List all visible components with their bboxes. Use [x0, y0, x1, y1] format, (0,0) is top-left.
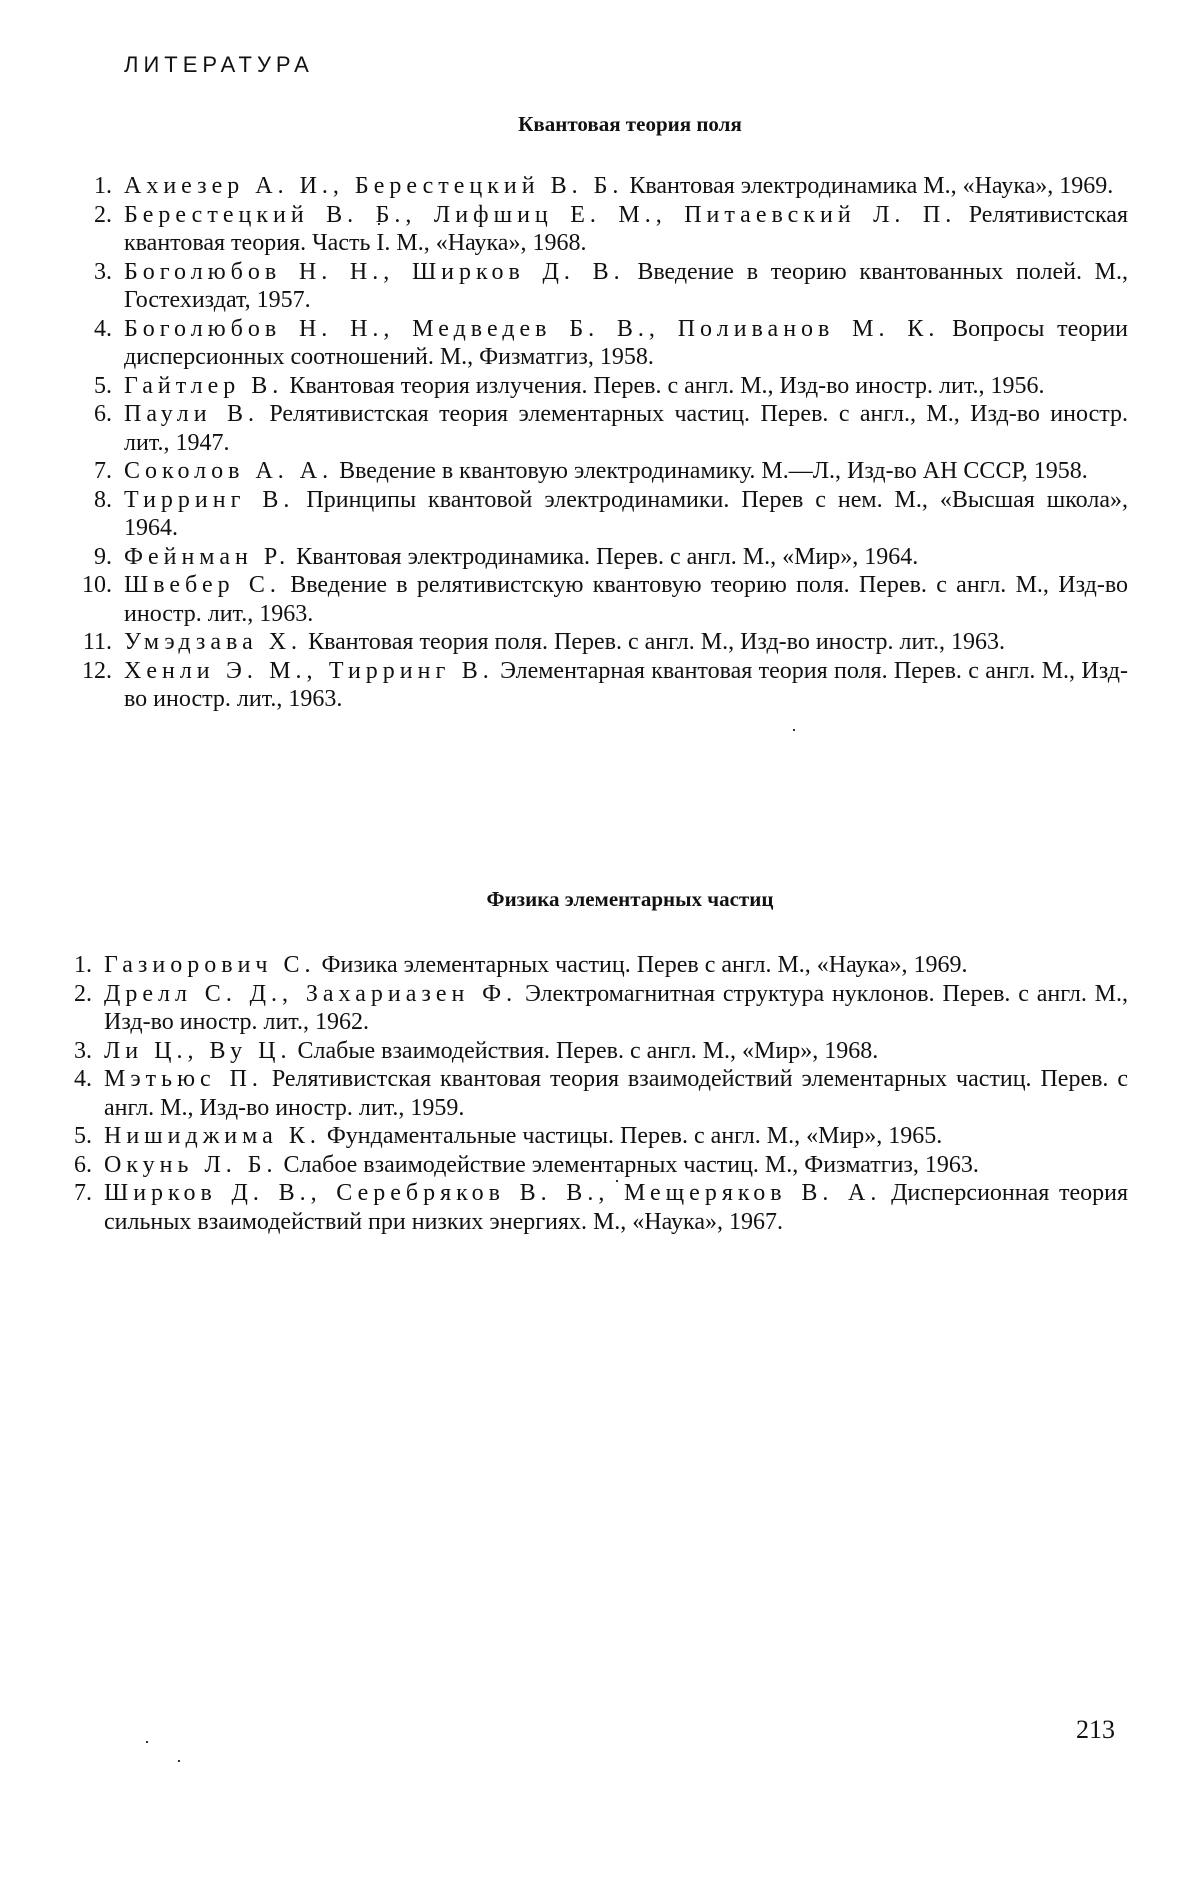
- reference-text: Принципы квантовой электродинамики. Перев с нем. М., «Высшая школа», 1964.: [124, 487, 1128, 542]
- reference-item: [0, 400, 1128, 457]
- reference-authors: Дрелл С. Д., Захариазен Ф.: [104, 981, 517, 1007]
- reference-authors: Тирринг В.: [124, 487, 294, 513]
- book-page: [0, 0, 1200, 1889]
- reference-number: 4.: [44, 1065, 92, 1094]
- reference-text: Введение в теорию квантованных полей. М., Гостехиздат, 1957.: [124, 259, 1128, 314]
- reference-item: [0, 1122, 1128, 1151]
- reference-authors: Берестецкий В. Б., Лифшиц Е. М., Питаевский Л. П.: [124, 202, 956, 228]
- reference-authors: Ли Ц., Ву Ц.: [104, 1038, 291, 1064]
- reference-authors: Боголюбов Н. Н., Медведев Б. В., Поливанов М. К.: [124, 316, 939, 342]
- reference-text: Релятивистская теория элементарных частиц. Перев. с англ., М., Изд-во иностр. лит., 1947.: [124, 401, 1128, 456]
- scan-speck: [178, 1760, 180, 1762]
- page-header: ЛИТЕРАТУРА: [124, 52, 314, 78]
- scan-speck: [146, 1741, 148, 1743]
- reference-text: Слабые взаимодействия. Перев. с англ. М., «Мир», 1968.: [297, 1038, 878, 1064]
- reference-text: Фундаментальные частицы. Перев. с англ. М., «Мир», 1965.: [327, 1123, 942, 1149]
- page-number: 213: [1076, 1715, 1115, 1745]
- reference-item: [0, 172, 1128, 201]
- reference-authors: Мэтьюс П.: [104, 1066, 263, 1092]
- reference-number: 6.: [44, 1151, 92, 1180]
- reference-text: Введение в релятивистскую квантовую теорию поля. Перев. с англ. М., Изд-во иностр. лит., 1963.: [124, 572, 1128, 627]
- reference-authors: Паули В.: [124, 401, 259, 427]
- reference-list-elementary-particles: [0, 951, 1200, 1236]
- reference-number: 6.: [60, 400, 112, 429]
- reference-text: Квантовая теория поля. Перев. с англ. М., Изд-во иностр. лит., 1963.: [308, 629, 1005, 655]
- reference-text: Элементарная квантовая теория поля. Перев. с англ. М., Изд-во иностр. лит., 1963.: [124, 658, 1128, 713]
- reference-text: Квантовая электродинамика М., «Наука», 1969.: [629, 173, 1113, 199]
- reference-number: 7.: [60, 457, 112, 486]
- reference-number: 10.: [60, 571, 112, 600]
- reference-authors: Гайтлер В.: [124, 373, 283, 399]
- reference-number: 4.: [60, 315, 112, 344]
- reference-item: [0, 457, 1128, 486]
- reference-item: [0, 628, 1128, 657]
- reference-item: [0, 980, 1128, 1037]
- reference-text: Физика элементарных частиц. Перев с англ. М., «Наука», 1969.: [322, 952, 968, 978]
- reference-item: [0, 486, 1128, 543]
- reference-item: [0, 1037, 1128, 1066]
- reference-number: 8.: [60, 486, 112, 515]
- reference-authors: Окунь Л. Б.: [104, 1152, 278, 1178]
- reference-number: 11.: [60, 628, 112, 657]
- reference-item: [0, 1151, 1128, 1180]
- section-title-elementary-particles: Физика элементарных частиц: [30, 887, 1200, 912]
- reference-authors: Фейнман Р.: [124, 544, 290, 570]
- reference-text: Введение в квантовую электродинамику. М.—Л., Изд-во АН СССР, 1958.: [339, 458, 1088, 484]
- reference-authors: Нишиджима К.: [104, 1123, 321, 1149]
- reference-authors: Умэдзава Х.: [124, 629, 302, 655]
- reference-text: Релятивистская квантовая теория. Часть I. М., «Наука», 1968.: [124, 202, 1128, 257]
- scan-speck: [616, 1180, 618, 1182]
- reference-text: Слабое взаимодействие элементарных частиц. М., Физматгиз, 1963.: [284, 1152, 979, 1178]
- reference-item: [0, 543, 1128, 572]
- reference-item: [0, 571, 1128, 628]
- reference-item: [0, 1065, 1128, 1122]
- reference-number: 1.: [60, 172, 112, 201]
- reference-item: [0, 657, 1128, 714]
- reference-text: Релятивистская квантовая теория взаимодействий элементарных частиц. Перев. с англ. М., Изд-во иностр. лит., 1959.: [104, 1066, 1128, 1121]
- reference-number: 2.: [60, 201, 112, 230]
- reference-number: 9.: [60, 543, 112, 572]
- reference-number: 1.: [44, 951, 92, 980]
- reference-text: Квантовая теория излучения. Перев. с англ. М., Изд-во иностр. лит., 1956.: [289, 373, 1044, 399]
- reference-authors: Боголюбов Н. Н., Ширков Д. В.: [124, 259, 625, 285]
- reference-text: Квантовая электродинамика. Перев. с англ. М., «Мир», 1964.: [296, 544, 918, 570]
- reference-item: [0, 372, 1128, 401]
- reference-authors: Хенли Э. М., Тирринг В.: [124, 658, 494, 684]
- section-title-quantum-field-theory: Квантовая теория поля: [30, 112, 1200, 137]
- reference-authors: Ахиезер А. И., Берестецкий В. Б.: [124, 173, 623, 199]
- reference-item: [0, 315, 1128, 372]
- reference-item: [0, 258, 1128, 315]
- reference-number: 2.: [44, 980, 92, 1009]
- reference-text: Вопросы теории дисперсионных соотношений. М., Физматгиз, 1958.: [124, 316, 1128, 371]
- reference-number: 3.: [60, 258, 112, 287]
- reference-authors: Газиорович С.: [104, 952, 316, 978]
- reference-text: Электромагнитная структура нуклонов. Перев. с англ. М., Изд-во иностр. лит., 1962.: [104, 981, 1128, 1036]
- reference-authors: Швебер С.: [124, 572, 281, 598]
- reference-authors: Соколов А. А.: [124, 458, 333, 484]
- reference-text: Дисперсионная теория сильных взаимодействий при низких энергиях. М., «Наука», 1967.: [104, 1180, 1128, 1235]
- reference-number: 12.: [60, 657, 112, 686]
- reference-authors: Ширков Д. В., Серебряков В. В., Мещеряков В. А.: [104, 1180, 881, 1206]
- reference-item: [0, 201, 1128, 258]
- scan-speck: [793, 729, 795, 731]
- reference-item: [0, 1179, 1128, 1236]
- reference-number: 7.: [44, 1179, 92, 1208]
- reference-item: [0, 951, 1128, 980]
- reference-number: 5.: [60, 372, 112, 401]
- reference-list-quantum-field-theory: [0, 172, 1200, 714]
- reference-number: 5.: [44, 1122, 92, 1151]
- scan-speck: [378, 223, 380, 225]
- reference-number: 3.: [44, 1037, 92, 1066]
